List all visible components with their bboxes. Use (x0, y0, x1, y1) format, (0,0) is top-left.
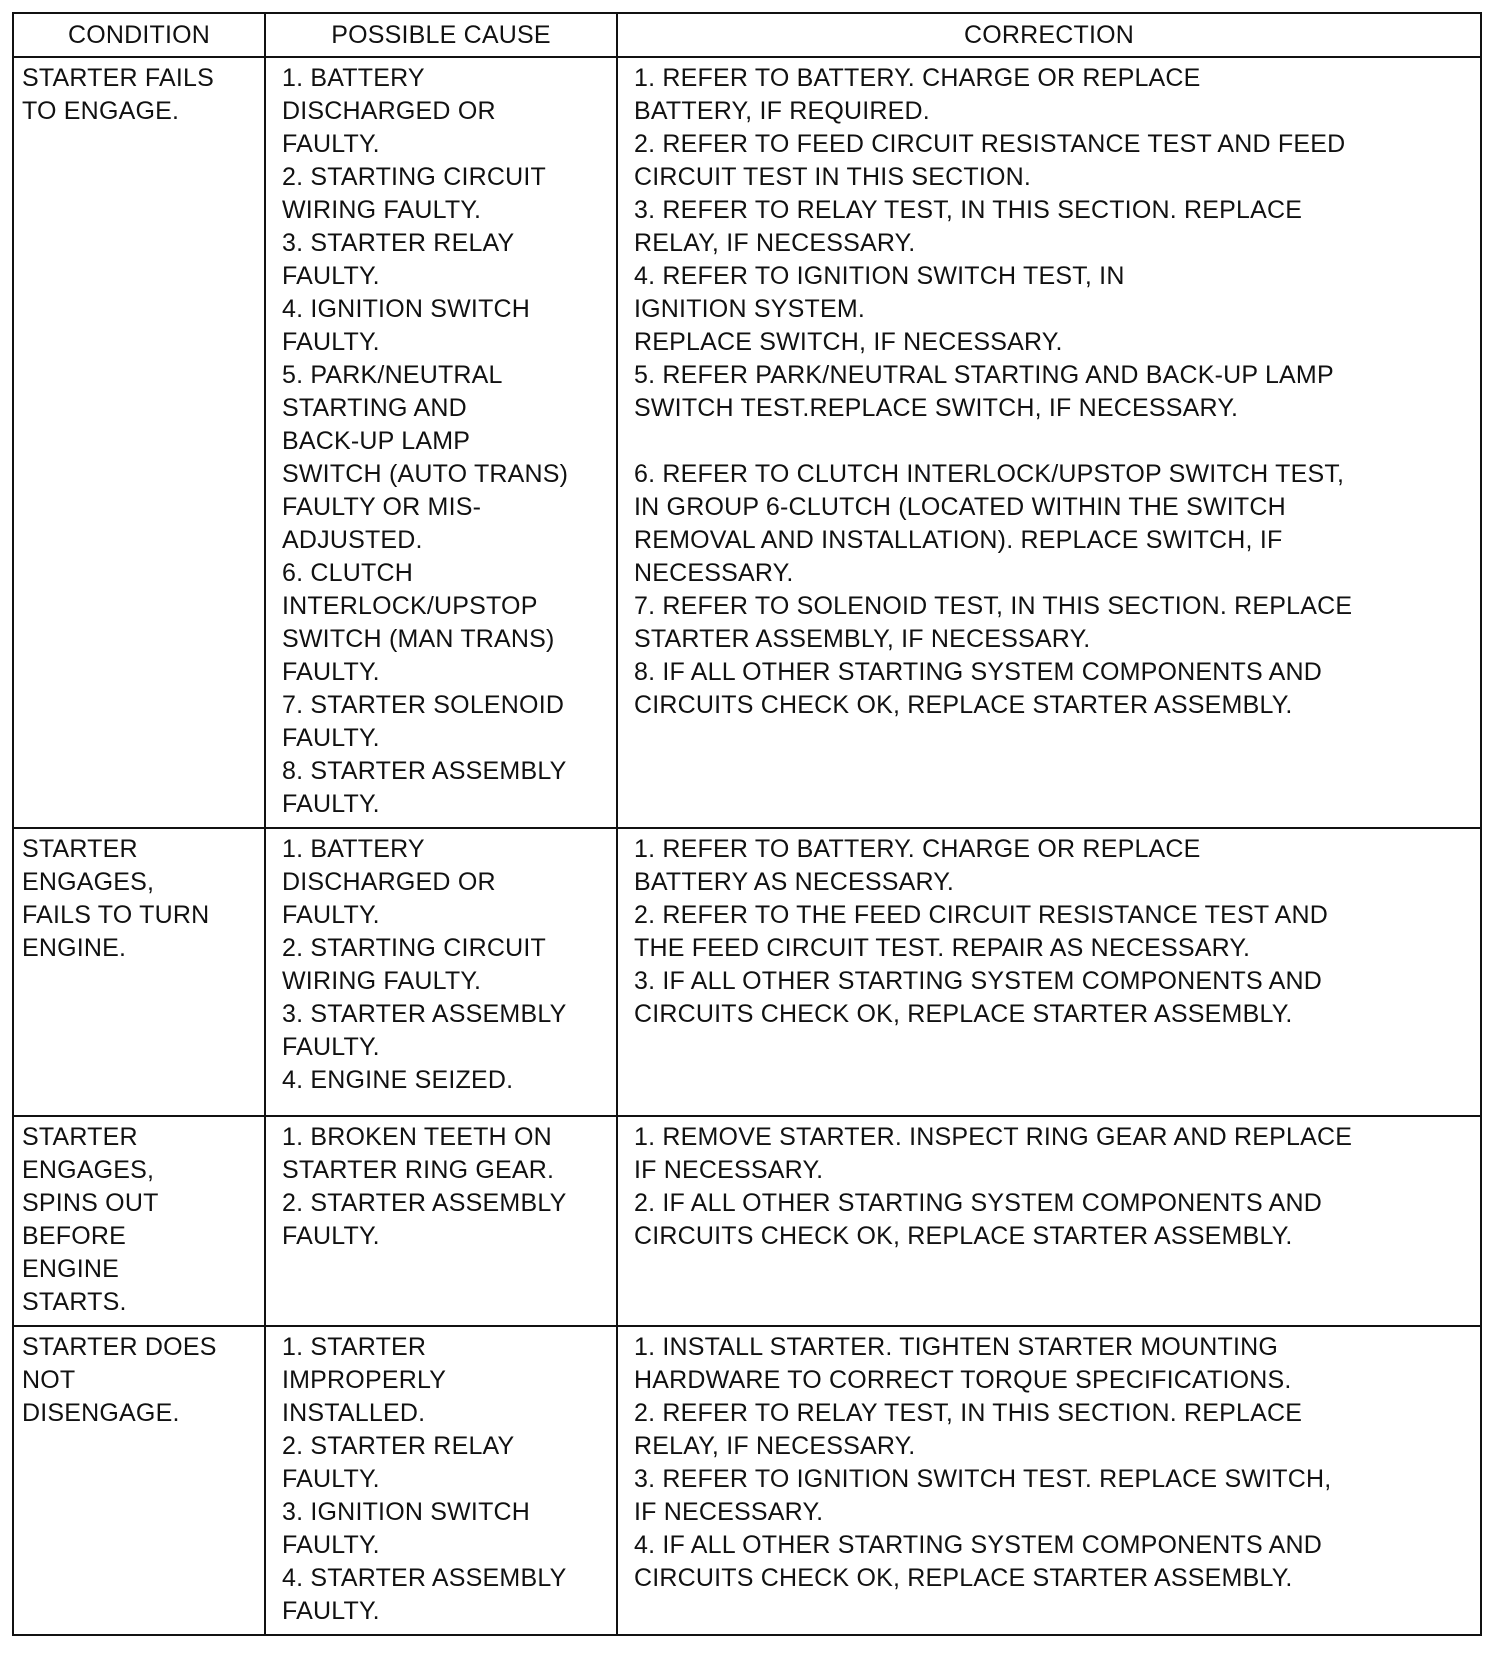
condition-line: NOT (22, 1366, 76, 1394)
cause-line: BACK-UP LAMP (282, 427, 471, 455)
cause-line: FAULTY. (282, 1465, 380, 1493)
cause-line: SWITCH (MAN TRANS) (282, 625, 555, 653)
correction-line: IF NECESSARY. (634, 1498, 824, 1526)
cause-line: FAULTY. (282, 1597, 380, 1625)
condition-line: STARTER (22, 1123, 138, 1151)
cause-line: 1. BATTERY (282, 835, 425, 863)
correction-line: RELAY, IF NECESSARY. (634, 229, 916, 257)
correction-line: CIRCUITS CHECK OK, REPLACE STARTER ASSEMBLY. (634, 691, 1293, 719)
correction-line: CIRCUIT TEST IN THIS SECTION. (634, 163, 1032, 191)
cause-line: 2. STARTER ASSEMBLY (282, 1189, 567, 1217)
cause-line: DISCHARGED OR (282, 97, 496, 125)
cause-line: FAULTY. (282, 658, 380, 686)
table-row (13, 1116, 1481, 1326)
cause-line: SWITCH (AUTO TRANS) (282, 460, 569, 488)
cause-line: 3. IGNITION SWITCH (282, 1498, 531, 1526)
cause-line: 8. STARTER ASSEMBLY (282, 757, 567, 785)
table-body (13, 57, 1481, 1635)
cause-line: FAULTY. (282, 130, 380, 158)
condition-cell (13, 57, 265, 828)
correction-line: SWITCH TEST.REPLACE SWITCH, IF NECESSARY. (634, 394, 1239, 422)
table-row (13, 1326, 1481, 1635)
cause-line: 4. IGNITION SWITCH (282, 295, 531, 323)
correction-line: IGNITION SYSTEM. (634, 295, 865, 323)
cause-line: 1. BROKEN TEETH ON (282, 1123, 552, 1151)
correction-line: REMOVAL AND INSTALLATION). REPLACE SWITCH, IF (634, 526, 1283, 554)
header-correction: CORRECTION (617, 13, 1481, 57)
correction-line: 8. IF ALL OTHER STARTING SYSTEM COMPONENTS AND (634, 658, 1323, 686)
correction-line: CIRCUITS CHECK OK, REPLACE STARTER ASSEMBLY. (634, 1222, 1293, 1250)
cause-line: 3. STARTER RELAY (282, 229, 515, 257)
condition-line: ENGAGES, (22, 868, 155, 896)
cause-line: 7. STARTER SOLENOID (282, 691, 565, 719)
cause-line: WIRING FAULTY. (282, 967, 482, 995)
correction-line: IN GROUP 6-CLUTCH (LOCATED WITHIN THE SWITCH (634, 493, 1286, 521)
header-possible-cause: POSSIBLE CAUSE (265, 13, 617, 57)
cause-line: IMPROPERLY (282, 1366, 447, 1394)
table-row (13, 828, 1481, 1116)
correction-line: 2. IF ALL OTHER STARTING SYSTEM COMPONENTS AND (634, 1189, 1323, 1217)
cause-line: WIRING FAULTY. (282, 196, 482, 224)
cause-line: 2. STARTER RELAY (282, 1432, 515, 1460)
correction-line: BATTERY, IF REQUIRED. (634, 97, 930, 125)
correction-line: 3. REFER TO IGNITION SWITCH TEST. REPLACE SWITCH, (634, 1465, 1332, 1493)
cause-line: FAULTY OR MIS- (282, 493, 482, 521)
cause-line: FAULTY. (282, 901, 380, 929)
cause-line: DISCHARGED OR (282, 868, 496, 896)
correction-cell (617, 1116, 1481, 1326)
condition-line: STARTER (22, 835, 138, 863)
cause-line: 2. STARTING CIRCUIT (282, 163, 547, 191)
possible-cause-cell (265, 57, 617, 828)
correction-line: 1. REFER TO BATTERY. CHARGE OR REPLACE (634, 64, 1201, 92)
cause-line: 5. PARK/NEUTRAL (282, 361, 503, 389)
correction-line: 5. REFER PARK/NEUTRAL STARTING AND BACK-UP LAMP (634, 361, 1334, 389)
condition-line: ENGINE (22, 1255, 120, 1283)
correction-line: IF NECESSARY. (634, 1156, 824, 1184)
correction-line (634, 425, 1472, 458)
correction-line: NECESSARY. (634, 559, 794, 587)
possible-cause-cell (265, 1326, 617, 1635)
cause-line: FAULTY. (282, 262, 380, 290)
cause-line: FAULTY. (282, 1531, 380, 1559)
cause-line: FAULTY. (282, 328, 380, 356)
cause-line: FAULTY. (282, 790, 380, 818)
condition-line: ENGINE. (22, 934, 127, 962)
cause-line: STARTER RING GEAR. (282, 1156, 555, 1184)
possible-cause-cell (265, 1116, 617, 1326)
cause-line: FAULTY. (282, 724, 380, 752)
cause-line: STARTING AND (282, 394, 467, 422)
correction-line: CIRCUITS CHECK OK, REPLACE STARTER ASSEMBLY. (634, 1000, 1293, 1028)
correction-line: 3. REFER TO RELAY TEST, IN THIS SECTION. REPLACE (634, 196, 1303, 224)
correction-line: 2. REFER TO THE FEED CIRCUIT RESISTANCE TEST AND (634, 901, 1328, 929)
correction-line: 1. REFER TO BATTERY. CHARGE OR REPLACE (634, 835, 1201, 863)
condition-line: DISENGAGE. (22, 1399, 180, 1427)
condition-cell (13, 828, 265, 1116)
correction-line: 1. REMOVE STARTER. INSPECT RING GEAR AND REPLACE (634, 1123, 1353, 1151)
condition-line: TO ENGAGE. (22, 97, 180, 125)
cause-line: 3. STARTER ASSEMBLY (282, 1000, 567, 1028)
table-row (13, 57, 1481, 828)
condition-line: STARTER FAILS (22, 64, 215, 92)
correction-line: RELAY, IF NECESSARY. (634, 1432, 916, 1460)
correction-line: 1. INSTALL STARTER. TIGHTEN STARTER MOUNTING (634, 1333, 1279, 1361)
cause-line: FAULTY. (282, 1033, 380, 1061)
cause-line: ADJUSTED. (282, 526, 423, 554)
header-row (13, 13, 1481, 57)
cause-line: INTERLOCK/UPSTOP (282, 592, 538, 620)
correction-line: BATTERY AS NECESSARY. (634, 868, 955, 896)
possible-cause-cell (265, 828, 617, 1116)
correction-line: 2. REFER TO RELAY TEST, IN THIS SECTION. REPLACE (634, 1399, 1303, 1427)
cause-line: 1. STARTER (282, 1333, 427, 1361)
correction-line: 7. REFER TO SOLENOID TEST, IN THIS SECTION. REPLACE (634, 592, 1353, 620)
condition-line: SPINS OUT (22, 1189, 159, 1217)
correction-cell (617, 1326, 1481, 1635)
correction-line: 3. IF ALL OTHER STARTING SYSTEM COMPONENTS AND (634, 967, 1323, 995)
cause-line: 6. CLUTCH (282, 559, 413, 587)
correction-line: STARTER ASSEMBLY, IF NECESSARY. (634, 625, 1091, 653)
correction-line: 4. REFER TO IGNITION SWITCH TEST, IN (634, 262, 1125, 290)
cause-line: INSTALLED. (282, 1399, 426, 1427)
correction-line: REPLACE SWITCH, IF NECESSARY. (634, 328, 1063, 356)
header-condition: CONDITION (13, 13, 265, 57)
condition-cell (13, 1326, 265, 1635)
cause-line: FAULTY. (282, 1222, 380, 1250)
correction-cell (617, 828, 1481, 1116)
correction-cell (617, 57, 1481, 828)
correction-line: CIRCUITS CHECK OK, REPLACE STARTER ASSEMBLY. (634, 1564, 1293, 1592)
correction-line: HARDWARE TO CORRECT TORQUE SPECIFICATIONS. (634, 1366, 1292, 1394)
correction-line: THE FEED CIRCUIT TEST. REPAIR AS NECESSARY. (634, 934, 1251, 962)
correction-line: 6. REFER TO CLUTCH INTERLOCK/UPSTOP SWITCH TEST, (634, 460, 1345, 488)
condition-line: BEFORE (22, 1222, 126, 1250)
condition-cell (13, 1116, 265, 1326)
cause-line: 4. STARTER ASSEMBLY (282, 1564, 567, 1592)
correction-line: 4. IF ALL OTHER STARTING SYSTEM COMPONENTS AND (634, 1531, 1323, 1559)
condition-line: FAILS TO TURN (22, 901, 210, 929)
correction-line: 2. REFER TO FEED CIRCUIT RESISTANCE TEST AND FEED (634, 130, 1346, 158)
cause-line: 1. BATTERY (282, 64, 425, 92)
cause-line: 2. STARTING CIRCUIT (282, 934, 547, 962)
troubleshooting-table (12, 12, 1482, 1636)
condition-line: STARTER DOES (22, 1333, 217, 1361)
condition-line: STARTS. (22, 1288, 127, 1316)
cause-line: 4. ENGINE SEIZED. (282, 1066, 514, 1094)
condition-line: ENGAGES, (22, 1156, 155, 1184)
